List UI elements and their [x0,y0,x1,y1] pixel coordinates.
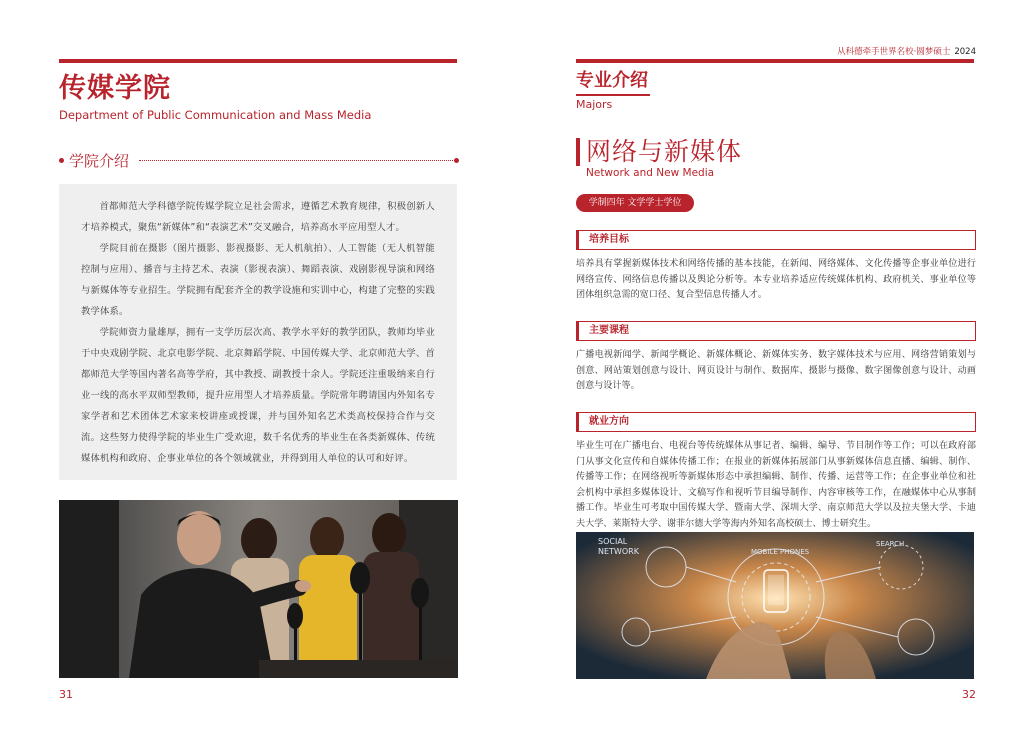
page-number: 31 [59,688,73,701]
top-rule [576,59,974,63]
section-text-goals: 培养具有掌握新媒体技术和网络传播的基本技能，在新闻、网络媒体、文化传播等企事业单位进行网络宣传、网络信息传播以及舆论分析等。本专业培养适应传统媒体机构、政府机关、事业单位等团体组织急需的宽口径、复合型信息传播人才。 [576,259,976,300]
section-heading-label: 培养目标 [589,234,629,245]
program-title: 网络与新媒体 [586,137,743,166]
image-word: NETWORK [598,547,639,556]
top-rule [59,59,457,63]
section-subtitle: Majors [576,98,613,111]
heading-marker [576,321,579,341]
section-text-courses: 广播电视新闻学、新闻学概论、新媒体概论、新媒体实务、数字媒体技术与应用、网络营销策划与创意、网站策划创意与设计、网页设计与制作、数据库、摄影与摄像、数字图像创意与设计、动画创意与设计等。 [576,350,976,391]
section-heading-courses [576,321,976,341]
bullet-dot-icon [454,158,459,163]
intro-paragraph: 学院目前在摄影（图片摄影、影视摄影、无人机航拍）、人工智能（无人机智能控制与应用）、播音与主持艺术、表演（影视表演）、舞蹈表演、戏剧影视导演和网络与新媒体等专业招生。学院拥有配套齐全的教学设施和实训中心，构建了完整的实践教学体系。 [81,243,435,317]
program-subtitle: Network and New Media [586,167,715,179]
section-title: 专业介绍 [576,70,648,91]
intro-paragraph: 首都师范大学科德学院传媒学院立足社会需求，遵循艺术教育规律，积极创新人才培养模式，聚焦“新媒体”和“表演艺术”交叉融合，培养高水平应用型人才。 [81,201,435,233]
running-header-text: 从科德牵手世界名校·圆梦硕士 [837,47,951,57]
image-word: MOBILE PHONES [751,548,810,556]
section-text-careers: 毕业生可在广播电台、电视台等传统媒体从事记者、编辑、编导、节目制作等工作；可以在政府部门从事文化宣传和自媒体传播工作；在报业的新媒体拓展部门从事新媒体信息直播、编辑、制作、传播等工作；在网络视听等新媒体形态中承担编辑、制作、传播、运营等工作；在企事业单位和社会机构中承担多媒体设计、文稿写作和视听节目编导制作、内容审核等工作，在融媒体中心从事制播工作。毕业生可考取中国传媒大学、暨南大学、深圳大学、南京师范大学以及拉夫堡大学、卡迪夫大学、莱斯特大学、谢菲尔德大学等海内外知名高校硕士、博士研究生。 [576,441,976,529]
section-heading-label: 主要课程 [589,325,629,336]
classroom-photo [59,500,458,678]
page-title: 传媒学院 [59,73,171,104]
heading-marker [576,230,579,250]
section-heading-careers [576,412,976,432]
new-media-photo [576,532,974,679]
left-page [0,0,516,738]
section-heading-intro [59,150,459,172]
running-header [837,45,976,57]
section-heading-label: 就业方向 [589,416,629,427]
title-underline [576,94,650,96]
intro-text-box [59,184,457,480]
section-heading-goals [576,230,976,250]
degree-badge: 学制四年 文学学士学位 [576,194,694,212]
image-word: SOCIAL [598,537,628,546]
bullet-dot-icon [59,158,64,163]
page-subtitle: Department of Public Communication and Mass Media [59,108,372,122]
intro-paragraph: 学院师资力量雄厚，拥有一支学历层次高、教学水平好的教学团队，教师均毕业于中央戏剧学院、北京电影学院、北京舞蹈学院、中国传媒大学、北京师范大学、首都师范大学等国内著名高等学府，其中教授、副教授十余人。学院还注重吸纳来自行业一线的高水平双师型教师，提升应用型人才培养质量。学院常年聘请国内外知名专家学者和艺术团体艺术家来校讲座或授课，并与国外知名艺术类高校保持合作与交流。这些努力使得学院的毕业生广受欢迎，数千名优秀的毕业生在各类新媒体、传统媒体机构和政府、企事业单位的各个领域就业，并得到用人单位的认可和好评。 [81,327,435,464]
dotted-divider [139,160,453,161]
section-title: 学院介绍 [69,152,130,170]
heading-marker [576,412,579,432]
right-page [516,0,1033,738]
image-word: SEARCH [876,540,905,548]
page-number: 32 [962,688,976,701]
program-title-bar [576,138,580,166]
running-header-year: 2024 [954,47,976,57]
